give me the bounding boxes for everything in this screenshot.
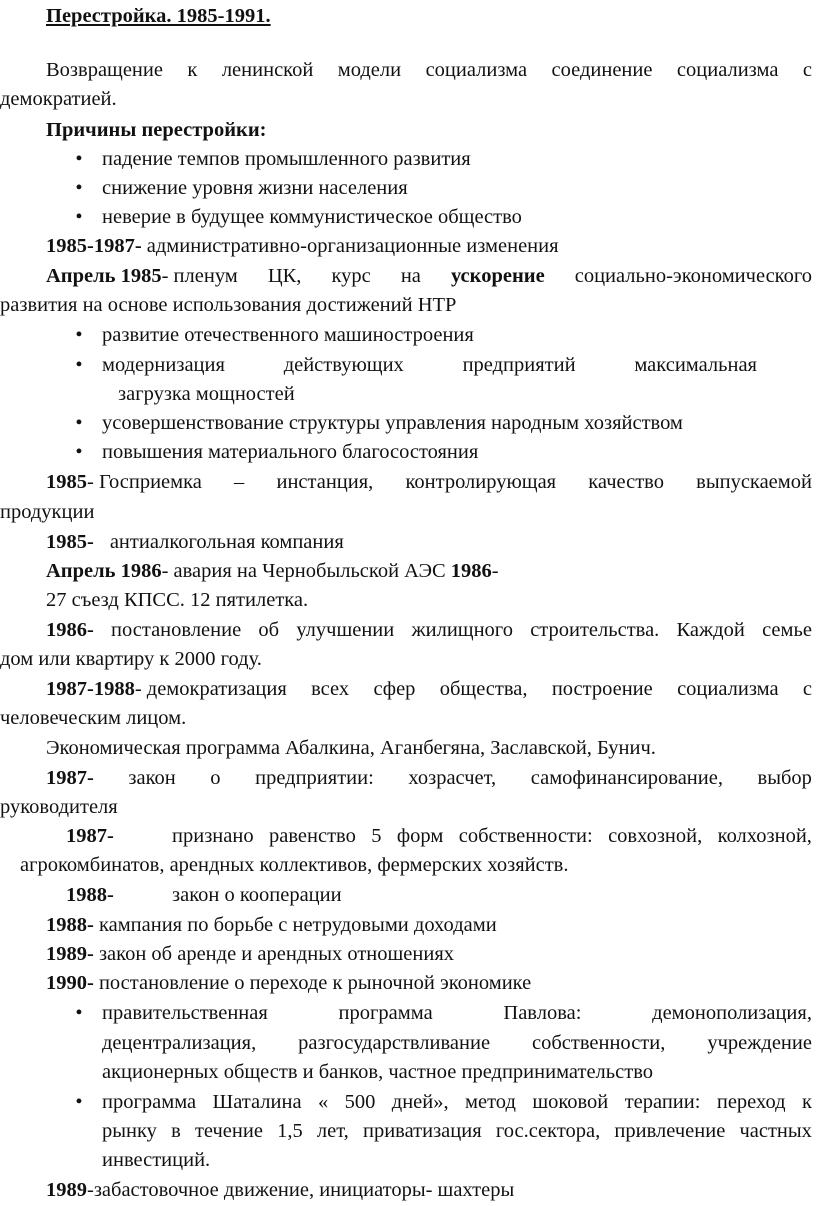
list-item: снижение уровня жизни населения [102,177,408,199]
event-year: 1987- [46,767,94,789]
event-1989-strikes: 1989-забастовочное движение, инициаторы- шахтеры [46,1179,515,1201]
list-item: усовершенствование структуры управления народным хозяйством [102,412,683,434]
event-word: всех [311,678,350,700]
item-word: собственности, [532,1032,666,1054]
item-word: Павлова: [503,1002,582,1024]
item-word: дней», [391,1091,449,1113]
event-1987-enterprise [46,768,812,789]
item-word: метод [465,1091,516,1113]
event-1986-housing [46,620,812,641]
intro-word: к [187,59,198,81]
emphasis-word: ускорение [450,265,545,287]
event-1985-gospriemka [46,472,812,493]
list-item [102,1092,812,1113]
event-continuation: развития на основе использования достижений НТР [0,294,457,316]
item-word: Шаталина [212,1091,302,1113]
event-1988-campaign: 1988- кампания по борьбе с нетрудовыми доходами [46,914,497,936]
event-year: 1987- [66,825,114,847]
list-item-continuation: акционерных обществ и банков, частное предпринимательство [102,1061,653,1083]
intro-word: с [802,59,812,81]
item-word: разгосударствливание [298,1032,491,1054]
list-item: развитие отечественного машиностроения [102,324,474,346]
event-word: контролирующая [405,471,557,493]
item-word: гос.сектора, [495,1120,601,1142]
event-word: признано [172,825,254,847]
item-word: 1,5 [277,1120,303,1142]
event-1988-cooperation: закон о кооперации [172,884,342,906]
event-word: о [210,767,221,789]
event-1987-1988 [46,679,812,700]
intro-line [46,60,812,81]
event-word: закон [128,767,176,789]
item-word: демонополизация, [652,1002,812,1024]
item-word: учреждение [707,1032,812,1054]
item-word: к [801,1091,812,1113]
item-word: предприятий [462,354,576,376]
event-1987-property [172,826,812,847]
economic-program: Экономическая программа Абалкина, Аганбегяна, Заславской, Бунич. [46,737,656,759]
event-word: жилищного [411,619,513,641]
event-continuation: дом или квартиру к 2000 году. [0,648,262,670]
intro-word: соединение [551,59,653,81]
bullet-icon: • [75,206,83,228]
event-word: общества, [439,678,528,700]
event-year: 1985- Госприемка [46,471,202,493]
list-item-continuation: инвестиций. [102,1149,211,1171]
event-word: ЦК, [267,265,302,287]
bullet-icon: • [75,177,83,199]
list-item [102,355,757,376]
event-word: – [234,471,245,493]
event-continuation: руководителя [0,796,118,818]
event-word: совхозной, [608,825,703,847]
event-continuation: продукции [0,501,95,523]
event-april-1986: Апрель 1986- авария на Чернобыльской АЭС 1986- [46,560,499,582]
event-word: социально-экономического [574,265,812,287]
item-word: правительственная [102,1002,268,1024]
page-title: Перестройка. 1985-1991. [46,5,271,27]
item-word: частных [739,1120,812,1142]
item-word: рынку [102,1120,157,1142]
list-item: неверие в будущее коммунистическое общество [102,206,522,228]
list-item: повышения материального благосостояния [102,441,479,463]
item-word: приватизация [362,1120,482,1142]
item-word: в [171,1120,181,1142]
bullet-icon: • [75,148,83,170]
list-item: падение темпов промышленного развития [102,148,471,170]
bullet-icon: • [75,324,83,346]
event-word: на [400,265,421,287]
item-word: максимальная [634,354,757,376]
bullet-icon: • [75,354,83,376]
item-word: модернизация [102,354,225,376]
event-word: семье [762,619,812,641]
item-word: течение [194,1120,263,1142]
intro-word: ленинской [221,59,314,81]
event-word: постановление [111,619,242,641]
event-1989-lease: 1989- закон об аренде и арендных отношениях [46,943,455,965]
item-word: лет, [316,1120,349,1142]
event-word: предприятии: [255,767,374,789]
event-word: строительства. [530,619,660,641]
item-word: переход [716,1091,786,1113]
intro-word: социализма [425,59,528,81]
item-word: действующих [283,354,404,376]
event-word: улучшении [296,619,395,641]
intro-word: модели [337,59,402,81]
event-word: собственности: [458,825,593,847]
event-word: равенство [269,825,356,847]
event-word: форм [396,825,444,847]
event-word: выбор [757,767,812,789]
event-27-congress: 27 съезд КПСС. 12 пятилетка. [46,589,309,611]
event-word: качество [588,471,664,493]
item-word: децентрализация, [102,1032,257,1054]
bullet-icon: • [75,1002,83,1024]
event-continuation: агрокомбинатов, арендных коллективов, фермерских хозяйств. [20,854,569,876]
bullet-icon: • [75,1091,83,1113]
event-word: сфер [373,678,416,700]
item-word: терапии: [624,1091,701,1113]
intro-word: социализма [676,59,779,81]
intro-continuation: демократией. [0,88,117,110]
list-item-continuation [102,1033,812,1054]
event-april-1985 [46,266,812,287]
event-year: 1987-1988- демократизация [46,678,287,700]
event-1985-1987: 1985-1987- административно-организационные изменения [46,235,559,257]
bullet-icon: • [75,441,83,463]
event-word: хозрасчет, [408,767,497,789]
bullet-icon: • [75,412,83,434]
event-continuation: человеческим лицом. [0,707,187,729]
item-word: программа [338,1002,433,1024]
reasons-heading: Причины перестройки: [46,119,267,141]
event-year: 1988- [66,884,114,906]
event-word: об [258,619,280,641]
event-word: инстанция, [276,471,374,493]
event-word: самофинансирование, [530,767,723,789]
list-item-continuation: загрузка мощностей [118,383,295,405]
event-word: построение [551,678,653,700]
event-1990-market: 1990- постановление о переходе к рыночной экономике [46,972,532,994]
event-word: Каждой [676,619,745,641]
event-word: выпускаемой [696,471,812,493]
item-word: привлечение [614,1120,726,1142]
event-word: колхозной, [717,825,812,847]
item-word: 500 [344,1091,376,1113]
item-word: « [317,1091,329,1113]
item-word: программа [102,1091,197,1113]
list-item [102,1003,812,1024]
event-word: курс [331,265,371,287]
event-word: с [802,678,812,700]
list-item-continuation [102,1121,812,1142]
event-word: социализма [677,678,779,700]
event-1985-antialcohol: 1985- антиалкогольная компания [46,531,344,553]
event-year: Апрель 1985- пленум [46,265,238,287]
item-word: шоковой [532,1091,609,1113]
event-word: 5 [371,825,382,847]
event-year: 1986- [46,619,94,641]
intro-word: Возвращение [46,59,163,81]
